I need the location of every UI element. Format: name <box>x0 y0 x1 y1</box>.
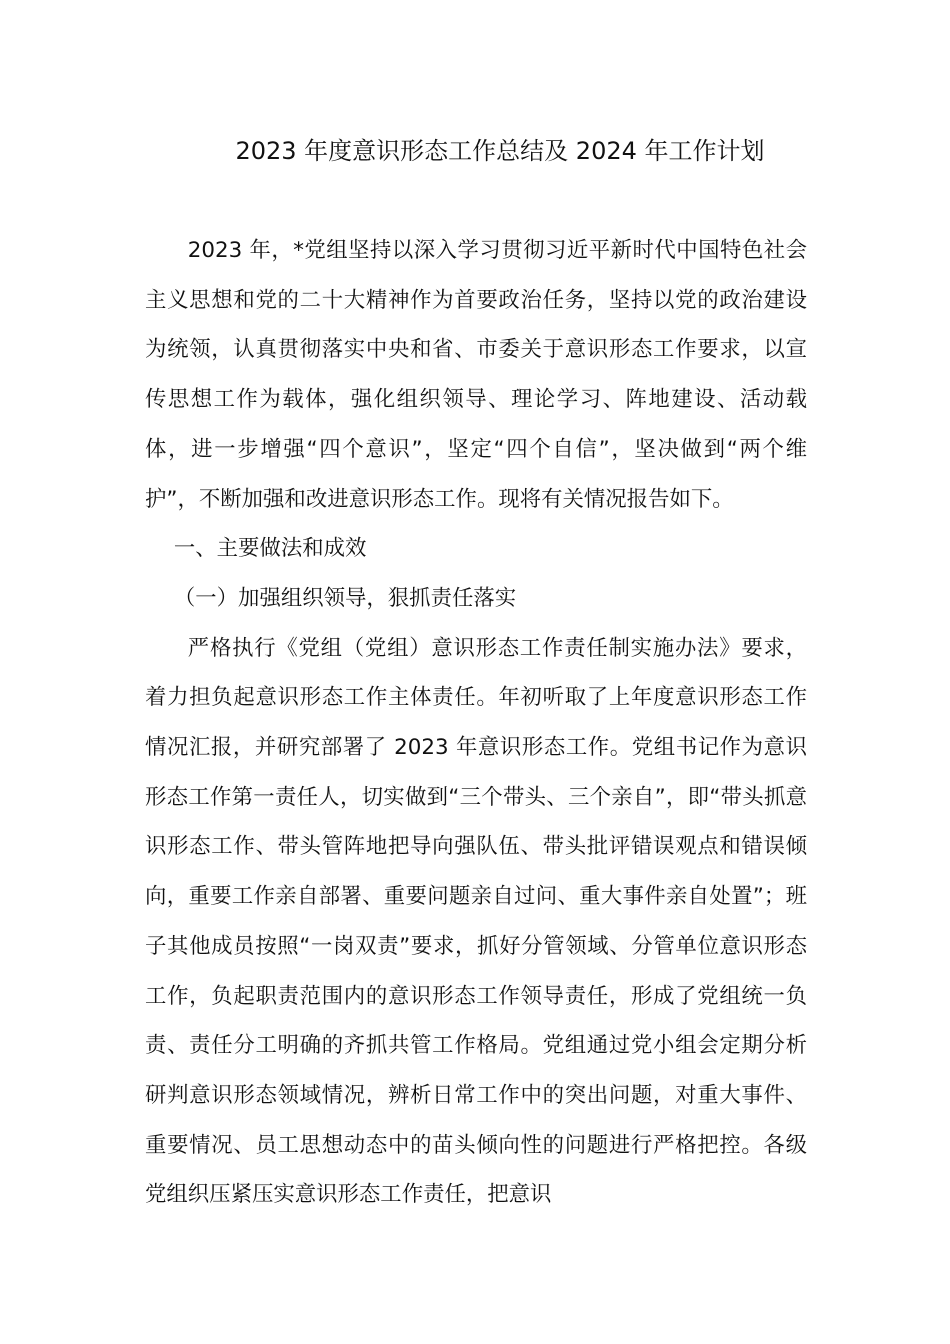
body-paragraph: 严格执行《党组（党组）意识形态工作责任制实施办法》要求，着力担负起意识形态工作主体责任。年初听取了上年度意识形态工作情况汇报，并研究部署了 2023 年意识形态工作。党组书记作为意识形态工作第一责任人，切实做到“三个带头、三个亲自”，即“带头抓意识形态工作、带头管阵地把导向强队伍、带头批评错误观点和错误倾向，重要工作亲自部署、重要问题亲自过问、重大事件亲自处置”；班子其他成员按照“一岗双责”要求，抓好分管领域、分管单位意识形态工作，负起职责范围内的意识形态工作领导责任，形成了党组统一负责、责任分工明确的齐抓共管工作格局。党组通过党小组会定期分析研判意识形态领域情况，辨析日常工作中的突出问题，对重大事件、重要情况、员工思想动态中的苗头倾向性的问题进行严格把控。各级党组织压紧压实意识形态工作责任，把意识 <box>145 635 807 1208</box>
intro-paragraph: 2023 年，*党组坚持以深入学习贯彻习近平新时代中国特色社会主义思想和党的二十大精神作为首要政治任务，坚持以党的政治建设为统领，认真贯彻落实中央和省、市委关于意识形态工作要求，以宣传思想工作为载体，强化组织领导、理论学习、阵地建设、活动载体，进一步增强“四个意识”，坚定“四个自信”，坚决做到“两个维护”，不断加强和改进意识形态工作。现将有关情况报告如下。 <box>145 238 807 512</box>
document-title: 2023 年度意识形态工作总结及 2024 年工作计划 <box>235 137 765 165</box>
document-body <box>145 226 807 1220</box>
subsection-heading: （一）加强组织领导，狠抓责任落实 <box>173 585 517 611</box>
section-heading: 一、主要做法和成效 <box>173 536 367 562</box>
